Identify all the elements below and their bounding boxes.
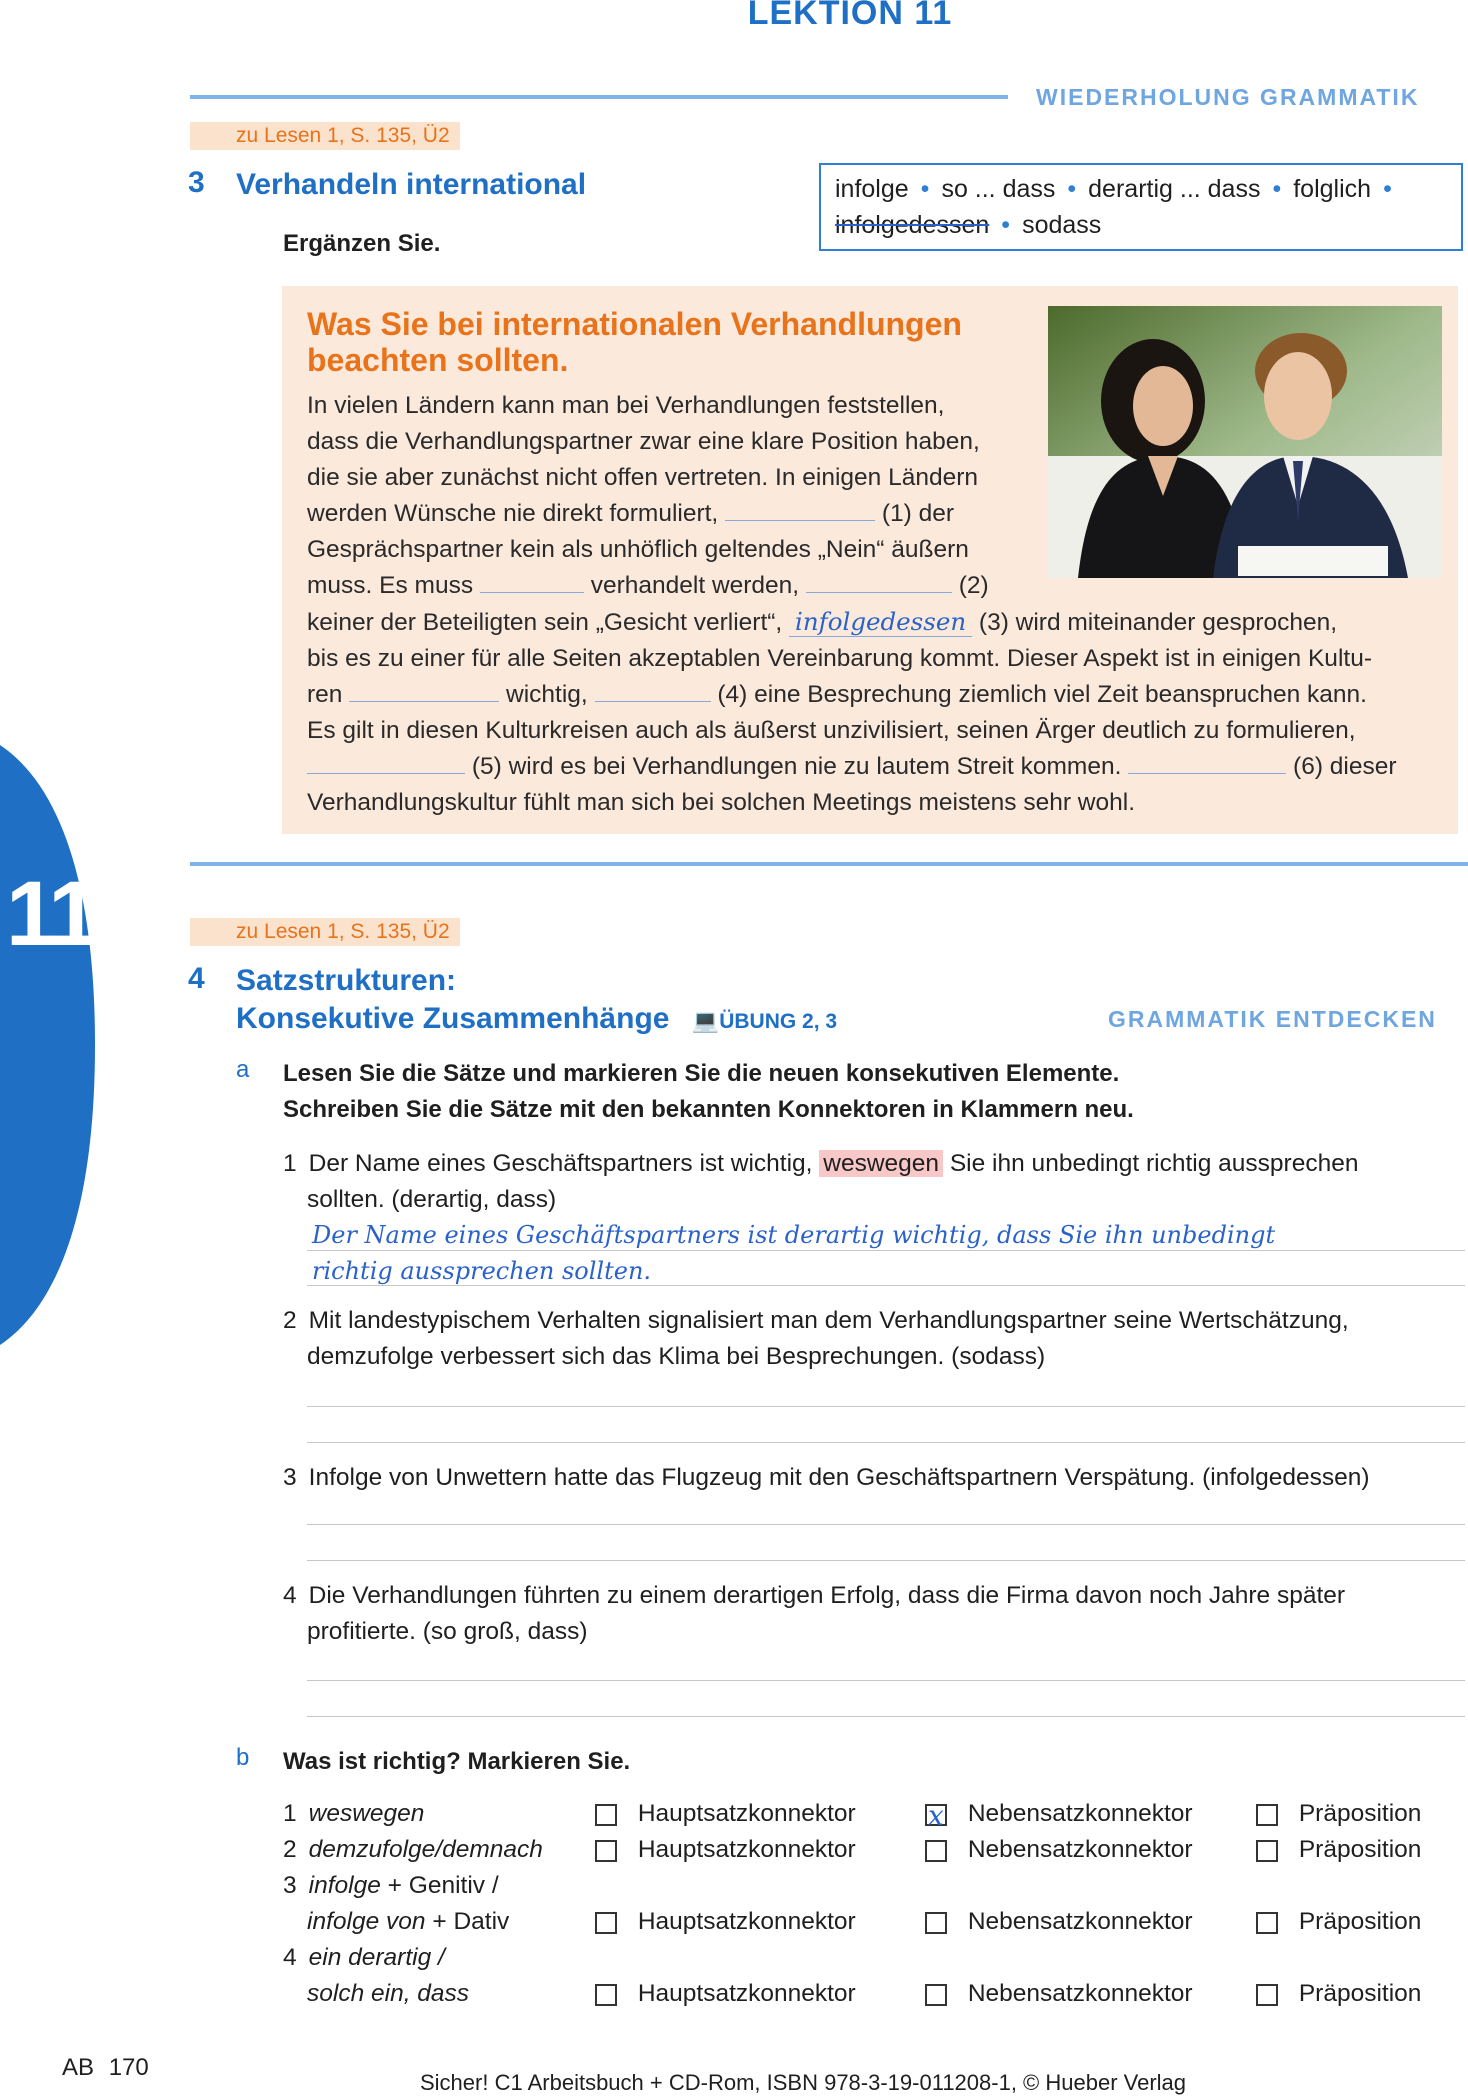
exercise-3-title: Verhandeln international xyxy=(236,168,587,201)
highlighted-connector[interactable]: weswegen xyxy=(819,1150,943,1177)
checkbox-unchecked-icon[interactable] xyxy=(925,1984,947,2006)
b-row-2-term: 2 demzufolge/demnach xyxy=(283,1836,543,1863)
checkbox-unchecked-icon[interactable] xyxy=(595,1840,617,1862)
text-line: In vielen Ländern kann man bei Verhandlungen feststellen, xyxy=(307,392,945,419)
b-row-2-opt-1[interactable]: Hauptsatzkonnektor xyxy=(595,1832,856,1868)
part-b-letter: b xyxy=(236,1744,250,1771)
gap-blank[interactable] xyxy=(480,570,584,593)
checkbox-unchecked-icon[interactable] xyxy=(925,1912,947,1934)
part-b-instruction: Was ist richtig? Markieren Sie. xyxy=(283,1748,631,1775)
sentence-item-1: 1 Der Name eines Geschäftspartners ist wichtig, weswegen Sie ihn unbedingt richtig aussprechen sollten. (derartig, dass) xyxy=(283,1150,1359,1213)
reading-text-title: Was Sie bei internationalen Verhandlungen beachten sollten. xyxy=(307,306,962,378)
checkbox-unchecked-icon[interactable] xyxy=(1256,1840,1278,1862)
writing-line[interactable] xyxy=(307,1524,1465,1525)
gap-2[interactable] xyxy=(806,570,952,593)
chapter-number: 11 xyxy=(6,863,96,965)
word-box xyxy=(819,163,1463,251)
checkbox-unchecked-icon[interactable] xyxy=(595,1984,617,2006)
sentence-item-4: 4 Die Verhandlungen führten zu einem derartigen Erfolg, dass die Firma davon noch Jahre später profitierte. (so groß, dass) xyxy=(283,1582,1346,1645)
gap-5[interactable] xyxy=(307,751,465,774)
word-so-dass: so ... dass xyxy=(941,175,1056,203)
section-divider xyxy=(190,862,1468,866)
text-line: (5) wird es bei Verhandlungen nie zu lautem Streit kommen. (6) dieser xyxy=(307,749,1449,785)
sentence-item-2: 2 Mit landestypischem Verhalten signalisiert man dem Verhandlungspartner seine Wertschätzung, demzufolge verbessert sich das Klima bei Besprechungen. (sodass) xyxy=(283,1307,1349,1370)
text-line: keiner der Beteiligten sein „Gesicht verliert“, infolgedessen (3) wird miteinander gesprochen, xyxy=(307,607,1338,636)
text-line: die sie aber zunächst nicht offen vertreten. In einigen Ländern xyxy=(307,464,979,491)
exercise-4-number: 4 xyxy=(188,962,205,995)
bullet-icon: • xyxy=(1272,175,1282,203)
b-row-3-opt-3[interactable]: Präposition xyxy=(1256,1904,1421,1940)
b-row-2-opt-2[interactable]: Nebensatzkonnektor xyxy=(925,1832,1193,1868)
handwritten-answer-1-line2[interactable]: richtig aussprechen sollten. xyxy=(312,1257,652,1285)
b-row-4-opt-3[interactable]: Präposition xyxy=(1256,1976,1421,2012)
reading-text-body xyxy=(307,388,1449,821)
b-row-1-opt-1[interactable]: Hauptsatzkonnektor xyxy=(595,1796,856,1832)
writing-line[interactable] xyxy=(307,1680,1465,1681)
text-line: dass die Verhandlungspartner zwar eine klare Position haben, xyxy=(307,428,980,455)
checkbox-unchecked-icon[interactable] xyxy=(1256,1804,1278,1826)
bullet-icon: • xyxy=(920,175,930,203)
b-row-3-opt-1[interactable]: Hauptsatzkonnektor xyxy=(595,1904,856,1940)
checkbox-unchecked-icon[interactable] xyxy=(1256,1984,1278,2006)
exercise-3-instruction: Ergänzen Sie. xyxy=(283,230,441,257)
gap-6[interactable] xyxy=(1128,751,1286,774)
cd-rom-icon: 💻 xyxy=(691,1008,720,1033)
b-row-1-opt-3[interactable]: Präposition xyxy=(1256,1796,1421,1832)
page-number: AB 170 xyxy=(62,2054,149,2081)
text-line: bis es zu einer für alle Seiten akzeptablen Vereinbarung kommt. Dieser Aspekt ist in einigen Kultu- xyxy=(307,645,1372,672)
part-a-letter: a xyxy=(236,1056,250,1083)
b-row-4-opt-2[interactable]: Nebensatzkonnektor xyxy=(925,1976,1193,2012)
word-infolgedessen-crossed: infolgedessen xyxy=(835,211,990,239)
checkbox-unchecked-icon[interactable] xyxy=(595,1804,617,1826)
text-line: muss. Es muss verhandelt werden, (2) xyxy=(307,572,989,599)
writing-line xyxy=(307,1250,1465,1251)
writing-line xyxy=(307,1285,1465,1286)
lesson-title: LEKTION 11 xyxy=(747,0,953,32)
chapter-side-tab xyxy=(0,745,100,1345)
bullet-icon: • xyxy=(1067,175,1077,203)
b-row-4-term: 4 ein derartig / solch ein, dass xyxy=(283,1944,470,2007)
exercise-3-reference: zu Lesen 1, S. 135, Ü2 xyxy=(190,122,460,150)
bullet-icon: • xyxy=(1001,211,1011,239)
word-infolge: infolge xyxy=(835,175,909,203)
cd-exercise-reference: ÜBUNG 2, 3 xyxy=(719,1010,838,1033)
b-row-3-term: 3 infolge + Genitiv / infolge von + Dativ xyxy=(283,1872,510,1935)
exercise-3-number: 3 xyxy=(188,166,205,199)
handwritten-answer-3[interactable]: infolgedessen xyxy=(789,607,972,637)
gap-1[interactable] xyxy=(725,498,875,521)
grammar-discover-label: GRAMMATIK ENTDECKEN xyxy=(1108,1006,1437,1032)
writing-line[interactable] xyxy=(307,1442,1465,1443)
b-row-1-opt-2[interactable]: x Nebensatzkonnektor xyxy=(925,1796,1193,1832)
word-sodass: sodass xyxy=(1022,211,1102,239)
handwritten-answer-1-line1[interactable]: Der Name eines Geschäftspartners ist derartig wichtig, dass Sie ihn unbedingt xyxy=(312,1221,1276,1249)
b-row-3-opt-2[interactable]: Nebensatzkonnektor xyxy=(925,1904,1193,1940)
text-line: ren wichtig, (4) eine Besprechung ziemlich viel Zeit beanspruchen kann. xyxy=(307,681,1367,708)
copyright-notice: Sicher! C1 Arbeitsbuch + CD-Rom, ISBN 978-3-19-011208-1, © Hueber Verlag xyxy=(420,2070,1187,2095)
exercise-4-reference: zu Lesen 1, S. 135, Ü2 xyxy=(190,918,460,946)
checkbox-checked-icon[interactable]: x xyxy=(925,1804,947,1826)
writing-line[interactable] xyxy=(307,1560,1465,1561)
part-a-instruction: Lesen Sie die Sätze und markieren Sie die neuen konsekutiven Elemente. Schreiben Sie die Sätze mit den bekannten Konnektoren in Klammern neu. xyxy=(283,1060,1134,1123)
text-line: Es gilt in diesen Kulturkreisen auch als äußerst unzivilisiert, seinen Ärger deutlich zu formulieren, xyxy=(307,717,1356,744)
header-rule xyxy=(190,95,1008,99)
b-row-4-opt-1[interactable]: Hauptsatzkonnektor xyxy=(595,1976,856,2012)
checkbox-unchecked-icon[interactable] xyxy=(595,1912,617,1934)
writing-line[interactable] xyxy=(307,1406,1465,1407)
text-line: Verhandlungskultur fühlt man sich bei solchen Meetings meistens sehr wohl. xyxy=(307,789,1135,816)
sentence-item-3: 3 Infolge von Unwettern hatte das Flugzeug mit den Geschäftspartnern Verspätung. (infolgedessen) xyxy=(283,1464,1370,1491)
word-derartig-dass: derartig ... dass xyxy=(1088,175,1261,203)
text-line: werden Wünsche nie direkt formuliert, (1) der xyxy=(307,500,955,527)
writing-line[interactable] xyxy=(307,1716,1465,1717)
word-folglich: folglich xyxy=(1293,175,1372,203)
checkbox-unchecked-icon[interactable] xyxy=(1256,1912,1278,1934)
bullet-icon: • xyxy=(1383,175,1392,203)
exercise-4-title: Satzstrukturen: Konsekutive Zusammenhänge 💻ÜBUNG 2, 3 xyxy=(236,964,838,1035)
gap-4[interactable] xyxy=(595,679,711,702)
b-row-1-term: 1 weswegen xyxy=(283,1800,425,1827)
checkbox-unchecked-icon[interactable] xyxy=(925,1840,947,1862)
text-line: Gesprächspartner kein als unhöflich geltendes „Nein“ äußern xyxy=(307,536,969,563)
section-label: WIEDERHOLUNG GRAMMATIK xyxy=(1036,84,1420,110)
b-row-2-opt-3[interactable]: Präposition xyxy=(1256,1832,1421,1868)
gap-blank[interactable] xyxy=(349,679,499,702)
